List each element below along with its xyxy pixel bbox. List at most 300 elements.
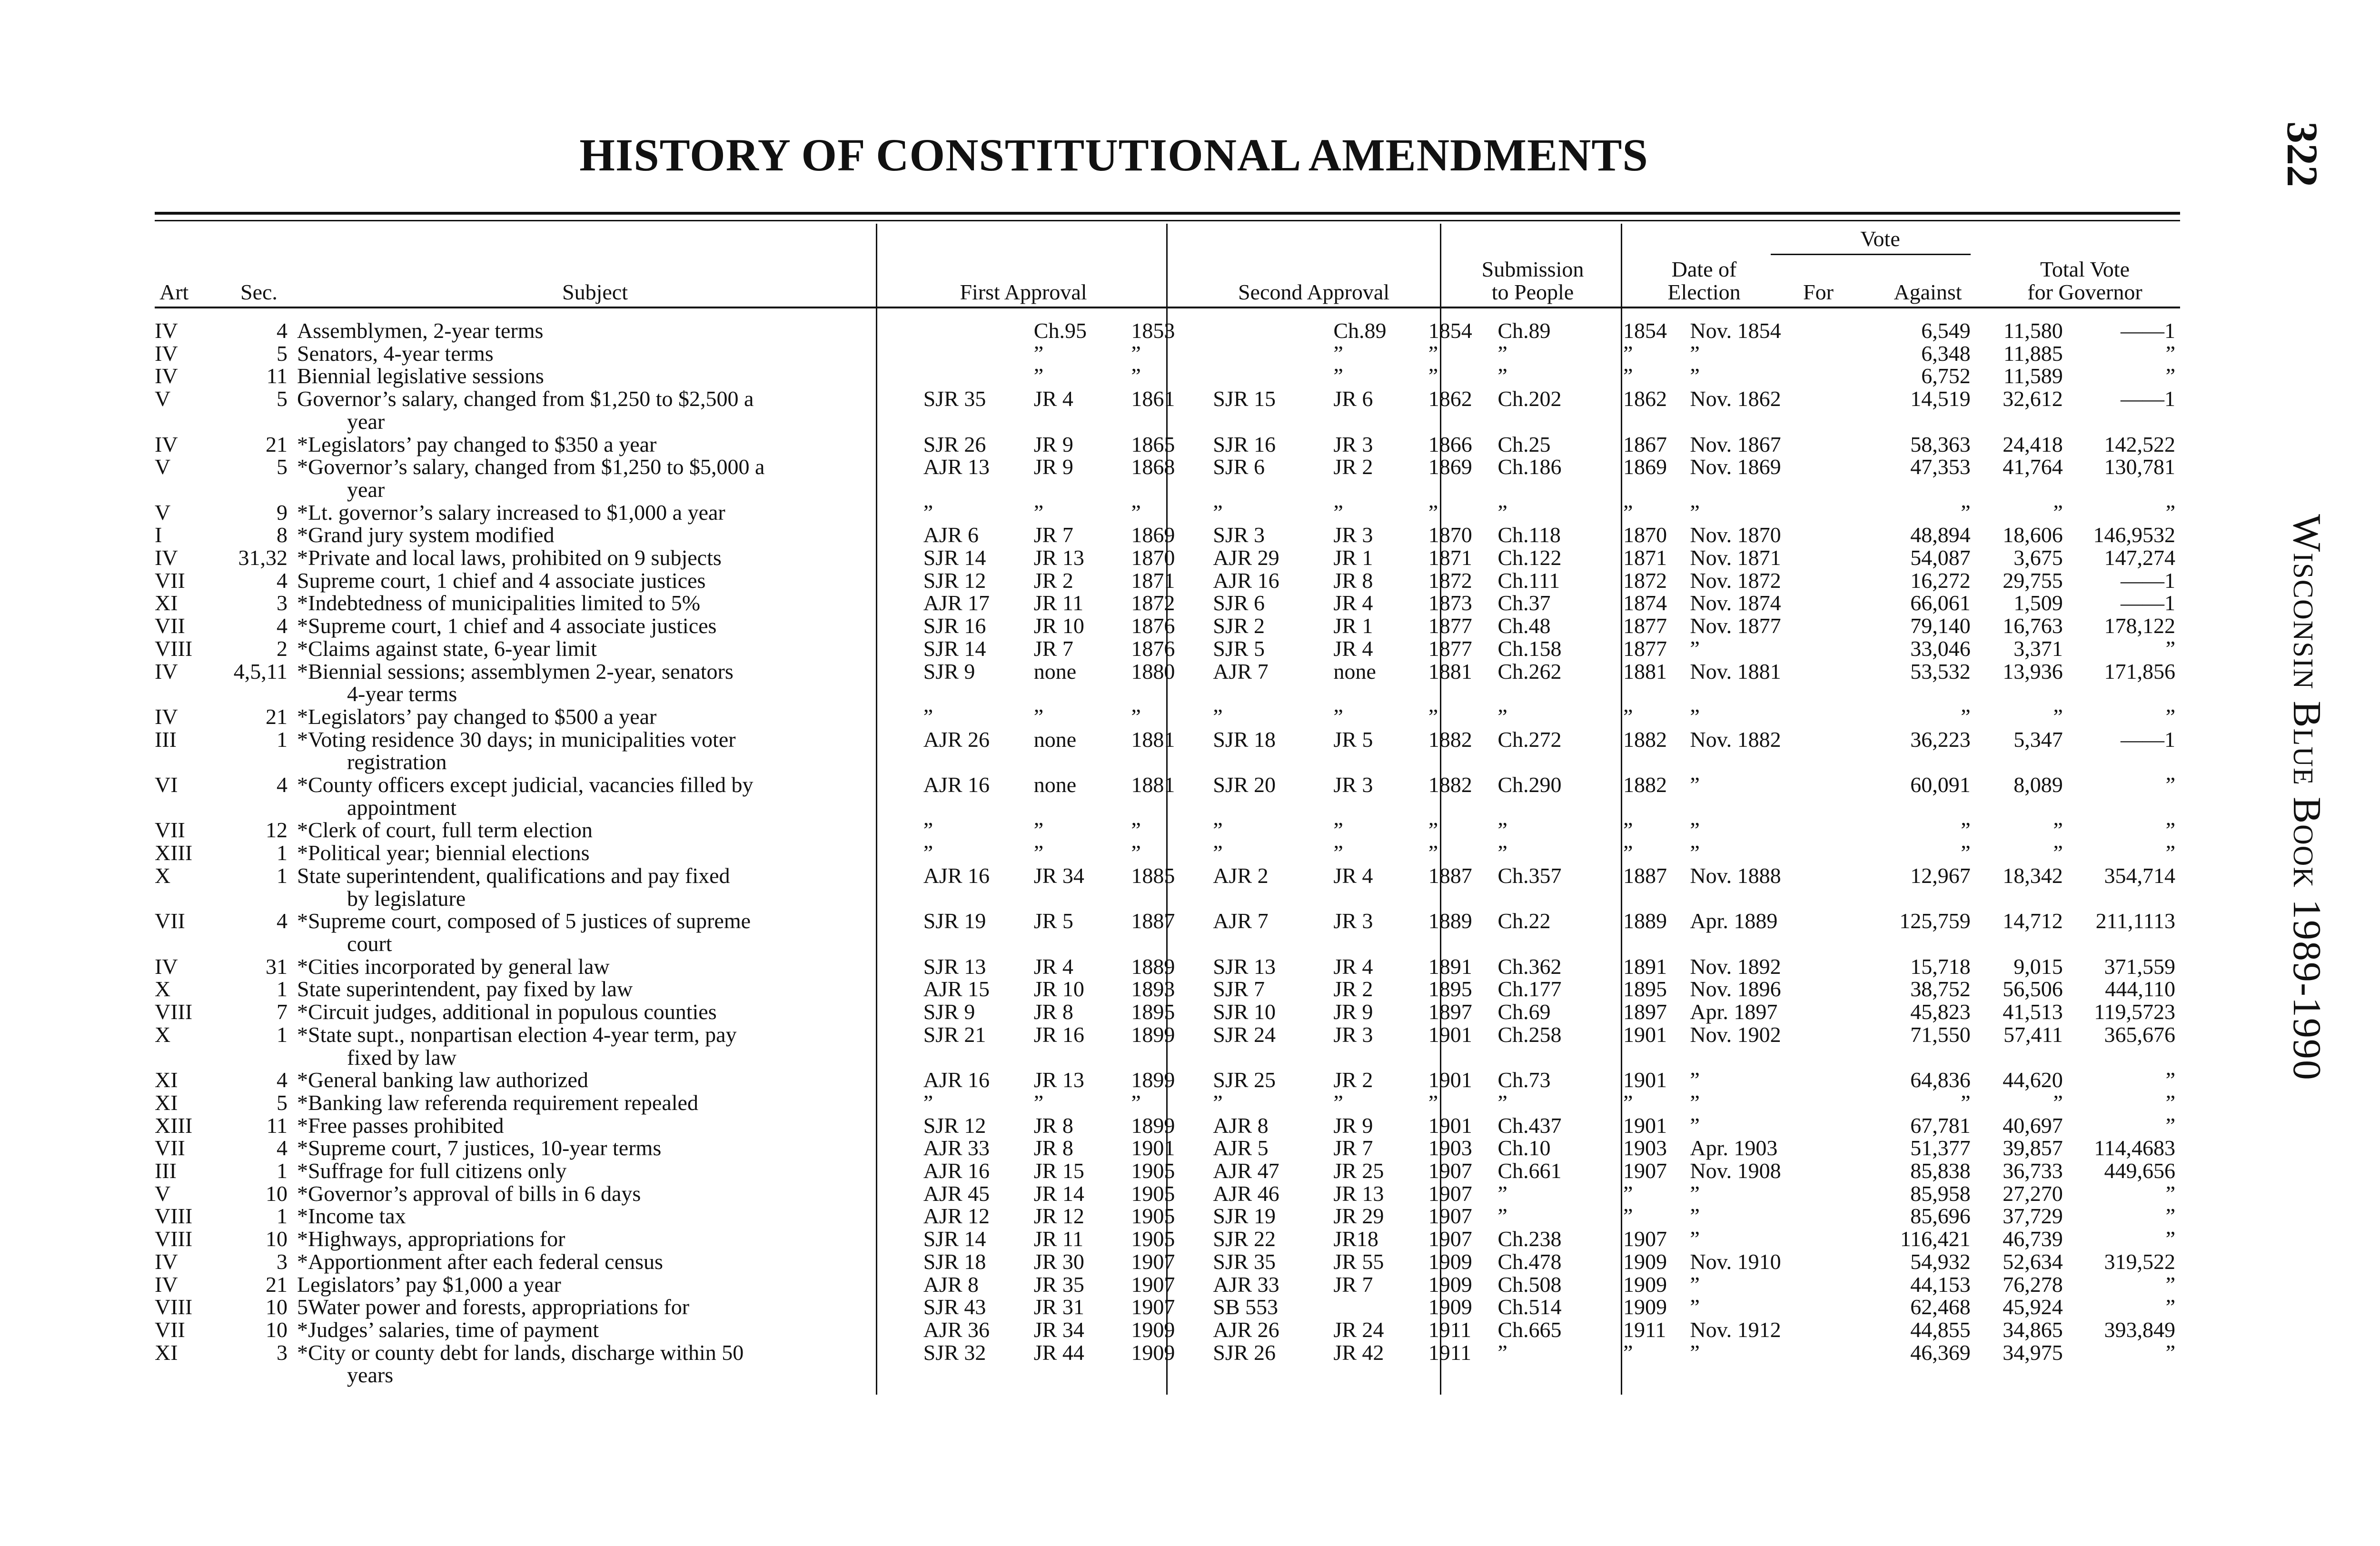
row-second-jr: JR 4	[1333, 636, 1373, 661]
row-second-jr: JR 2	[1333, 977, 1373, 1001]
row-second-jr: JR 3	[1333, 909, 1373, 933]
row-submission-year: 1877	[1623, 614, 1667, 638]
row-first-resolution: AJR 16	[923, 1159, 990, 1183]
row-submission-year: ”	[1623, 1340, 1633, 1365]
row-total-vote: 142,522	[2104, 432, 2175, 456]
header-date-2: Election	[1667, 280, 1741, 304]
row-election-date: ”	[1690, 818, 1700, 842]
row-total-vote: ——1	[2121, 591, 2175, 615]
row-second-jr: JR 7	[1333, 1136, 1373, 1160]
row-subject-text: *Income tax	[297, 1204, 406, 1229]
row-art: VII	[155, 818, 185, 842]
row-total-vote: 211,1113	[2095, 909, 2175, 933]
row-vote-against: 41,513	[2003, 1000, 2063, 1024]
row-second-jr: JR 24	[1333, 1317, 1384, 1342]
row-vote-against: 34,865	[2003, 1317, 2063, 1342]
row-vote-for: 60,091	[1910, 773, 1971, 797]
row-second-year: 1871	[1428, 545, 1472, 570]
row-first-resolution: SJR 12	[923, 568, 986, 593]
row-subject	[297, 387, 912, 433]
row-second-resolution: SJR 3	[1213, 523, 1265, 547]
row-election-date: Nov. 1854	[1690, 318, 1781, 343]
row-subject	[297, 1273, 912, 1296]
row-vote-against: ”	[2053, 704, 2063, 729]
row-sec: 10	[266, 1317, 288, 1342]
row-submission-year: 1869	[1623, 455, 1667, 479]
row-subject-continued: appointment	[347, 795, 457, 820]
row-art: IV	[155, 704, 178, 729]
row-vote-for: 53,532	[1910, 659, 1971, 684]
row-art: IV	[155, 318, 178, 343]
row-subject	[297, 728, 912, 773]
row-subject	[297, 1318, 912, 1341]
row-submission-year: 1882	[1623, 773, 1667, 797]
row-vote-for: 38,752	[1910, 977, 1971, 1001]
row-art: VIII	[155, 1204, 193, 1229]
row-second-year: 1873	[1428, 591, 1472, 615]
header-total-1: Total Vote	[2040, 257, 2130, 281]
row-election-date: ”	[1690, 1204, 1700, 1229]
row-submission-year: ”	[1623, 818, 1633, 842]
row-election-date: Nov. 1872	[1690, 568, 1781, 593]
row-art: VII	[155, 1317, 185, 1342]
row-art: IV	[155, 432, 178, 456]
row-vote-for: 45,823	[1910, 1000, 1971, 1024]
row-first-jr: JR 4	[1033, 954, 1073, 979]
row-subject-text: *Clerk of court, full term election	[297, 818, 593, 842]
row-subject-text: *Apportionment after each federal census	[297, 1249, 663, 1274]
row-vote-for: ”	[1961, 704, 1971, 729]
row-second-jr: JR 4	[1333, 863, 1373, 888]
row-second-year: 1903	[1428, 1136, 1472, 1160]
row-subject	[297, 1023, 912, 1069]
row-submission-year: ”	[1623, 1090, 1633, 1115]
row-subject-text: *Legislators’ pay changed to $350 a year	[297, 432, 657, 456]
row-total-vote: ”	[2165, 1272, 2175, 1297]
row-vote-against: 76,278	[2003, 1272, 2063, 1297]
row-first-year: 1899	[1131, 1113, 1175, 1138]
row-submission-chapter: Ch.122	[1497, 545, 1562, 570]
row-election-date: Nov. 1871	[1690, 545, 1781, 570]
row-submission-chapter: Ch.514	[1497, 1295, 1562, 1319]
row-second-resolution: AJR 47	[1213, 1159, 1279, 1183]
row-subject	[297, 614, 912, 637]
row-first-jr: JR 16	[1033, 1022, 1084, 1047]
row-sec: 21	[266, 432, 288, 456]
table-row	[155, 456, 2180, 501]
row-total-vote: 178,122	[2104, 614, 2175, 638]
row-submission-chapter: Ch.118	[1497, 523, 1561, 547]
row-second-jr	[1333, 1296, 1428, 1318]
row-election-date: Nov. 1881	[1690, 659, 1781, 684]
row-second-resolution: ”	[1213, 500, 1223, 525]
row-first-jr: JR 8	[1033, 1000, 1073, 1024]
row-election-date: ”	[1690, 704, 1700, 729]
row-first-resolution: AJR 16	[923, 863, 990, 888]
row-submission-chapter: Ch.10	[1497, 1136, 1551, 1160]
row-election-date: ”	[1690, 841, 1700, 865]
top-rule-thick	[155, 212, 2180, 215]
row-first-year: 1871	[1131, 568, 1175, 593]
row-sec: 4	[277, 1136, 288, 1160]
row-subject-continued: year	[347, 409, 385, 434]
row-first-resolution: AJR 26	[923, 727, 990, 752]
row-second-year: 1882	[1428, 773, 1472, 797]
row-submission-year: 1882	[1623, 727, 1667, 752]
row-subject	[297, 1341, 912, 1387]
row-second-jr: JR 5	[1333, 727, 1373, 752]
row-total-vote: ”	[2165, 1227, 2175, 1251]
row-submission-chapter: Ch.186	[1497, 455, 1562, 479]
row-first-resolution: SJR 14	[923, 636, 986, 661]
row-submission-chapter: Ch.238	[1497, 1227, 1562, 1251]
row-sec: 8	[277, 523, 288, 547]
row-submission-chapter: Ch.37	[1497, 591, 1551, 615]
row-total-vote: ”	[2165, 704, 2175, 729]
row-second-year: 1911	[1428, 1340, 1471, 1365]
row-subject	[297, 1205, 912, 1228]
row-submission-chapter: Ch.202	[1497, 386, 1562, 411]
row-art: V	[155, 386, 171, 411]
row-submission-chapter: Ch.22	[1497, 909, 1551, 933]
row-vote-for: 48,894	[1910, 523, 1971, 547]
row-subject	[297, 1250, 912, 1273]
table-row	[155, 546, 2180, 569]
row-first-resolution: ”	[923, 500, 933, 525]
row-sec: 5	[277, 455, 288, 479]
row-second-resolution: SJR 7	[1213, 977, 1265, 1001]
row-first-year: 1899	[1131, 1022, 1175, 1047]
row-sec: 10	[266, 1181, 288, 1206]
row-vote-against: 13,936	[2003, 659, 2063, 684]
row-second-resolution: ”	[1213, 841, 1223, 865]
row-subject-text: *Grand jury system modified	[297, 523, 555, 547]
row-second-year: ”	[1428, 704, 1438, 729]
row-submission-year: ”	[1623, 704, 1633, 729]
row-sec: 1	[277, 841, 288, 865]
row-submission-year: 1907	[1623, 1227, 1667, 1251]
row-sec: 9	[277, 500, 288, 525]
row-second-resolution: SJR 10	[1213, 1000, 1276, 1024]
table-row	[155, 433, 2180, 456]
row-art: VII	[155, 568, 185, 593]
row-vote-against: 5,347	[2013, 727, 2063, 752]
row-art: IV	[155, 545, 178, 570]
row-vote-for: 85,958	[1910, 1181, 1971, 1206]
row-subject-continued: 4-year terms	[347, 682, 457, 706]
header-vote: Vote	[1860, 227, 1900, 251]
row-first-resolution: AJR 45	[923, 1181, 990, 1206]
row-election-date: Apr. 1903	[1690, 1136, 1778, 1160]
row-subject	[297, 660, 912, 705]
row-first-resolution: AJR 16	[923, 773, 990, 797]
row-vote-against: 46,739	[2003, 1227, 2063, 1251]
row-vote-against: 27,270	[2003, 1181, 2063, 1206]
row-second-jr: ”	[1333, 704, 1343, 729]
row-second-resolution: SJR 25	[1213, 1068, 1276, 1092]
row-first-jr: JR 34	[1033, 863, 1084, 888]
row-total-vote: 444,110	[2105, 977, 2175, 1001]
row-first-jr: JR 5	[1033, 909, 1073, 933]
row-first-resolution: AJR 13	[923, 455, 990, 479]
row-second-resolution: SJR 24	[1213, 1022, 1276, 1047]
table-row	[155, 705, 2180, 728]
row-subject-text: *Voting residence 30 days; in municipalities voter	[297, 727, 736, 752]
row-submission-year: ”	[1623, 364, 1633, 388]
row-subject-text: *Biennial sessions; assemblymen 2-year, senators	[297, 659, 734, 684]
row-submission-chapter: Ch.661	[1497, 1159, 1562, 1183]
row-subject-text: *Supreme court, 1 chief and 4 associate justices	[297, 614, 717, 638]
row-election-date: ”	[1690, 773, 1700, 797]
row-first-jr: JR 8	[1033, 1136, 1073, 1160]
row-subject-text: *Political year; biennial elections	[297, 841, 590, 865]
row-first-resolution: SJR 9	[923, 659, 975, 684]
table-row	[155, 955, 2180, 978]
row-first-jr: JR 9	[1033, 455, 1073, 479]
row-second-resolution: AJR 26	[1213, 1317, 1279, 1342]
row-second-jr: JR 3	[1333, 773, 1373, 797]
row-first-resolution: AJR 17	[923, 591, 990, 615]
row-first-jr: ”	[1033, 341, 1044, 366]
row-vote-for: ”	[1961, 500, 1971, 525]
table-row	[155, 864, 2180, 910]
table-row	[155, 773, 2180, 819]
row-vote-for: 58,363	[1910, 432, 1971, 456]
header-submission-1: Submission	[1481, 257, 1584, 281]
row-submission-year: 1870	[1623, 523, 1667, 547]
row-submission-year: 1889	[1623, 909, 1667, 933]
row-sec: 4	[277, 568, 288, 593]
row-first-resolution: SJR 26	[923, 432, 986, 456]
row-second-jr: JR 9	[1333, 1000, 1373, 1024]
row-second-year: 1901	[1428, 1068, 1472, 1092]
row-vote-for: 47,353	[1910, 455, 1971, 479]
row-second-year: 1909	[1428, 1249, 1472, 1274]
row-first-resolution: SJR 13	[923, 954, 986, 979]
row-first-resolution: ”	[923, 818, 933, 842]
row-total-vote: 130,781	[2104, 455, 2175, 479]
row-vote-against: 16,763	[2003, 614, 2063, 638]
row-submission-year: ”	[1623, 341, 1633, 366]
row-art: IV	[155, 954, 178, 979]
row-vote-against: 11,885	[2003, 341, 2063, 366]
row-subject-text: *Judges’ salaries, time of payment	[297, 1317, 599, 1342]
row-submission-chapter: Ch.89	[1497, 318, 1551, 343]
row-first-year: ”	[1131, 364, 1141, 388]
row-art: III	[155, 727, 177, 752]
row-first-jr: JR 44	[1033, 1340, 1084, 1365]
row-vote-against: 32,612	[2003, 386, 2063, 411]
row-election-date: ”	[1690, 1068, 1700, 1092]
row-art: IV	[155, 341, 178, 366]
row-submission-chapter: Ch.357	[1497, 863, 1562, 888]
row-first-jr: ”	[1033, 704, 1044, 729]
row-vote-against: 9,015	[2013, 954, 2063, 979]
row-second-year: 1911	[1428, 1317, 1471, 1342]
table-row	[155, 978, 2180, 1001]
row-second-resolution: SJR 15	[1213, 386, 1276, 411]
row-submission-chapter: Ch.69	[1497, 1000, 1551, 1024]
row-subject-text: *Claims against state, 6-year limit	[297, 636, 597, 661]
row-second-resolution: AJR 46	[1213, 1181, 1279, 1206]
row-art: V	[155, 1181, 171, 1206]
table-row	[155, 1182, 2180, 1205]
row-first-resolution: SJR 12	[923, 1113, 986, 1138]
row-total-vote: ——1	[2121, 386, 2175, 411]
row-second-jr: JR 6	[1333, 386, 1373, 411]
row-sec: 2	[277, 636, 288, 661]
row-second-year: 1895	[1428, 977, 1472, 1001]
row-art: X	[155, 1022, 171, 1047]
row-second-resolution	[1201, 319, 1333, 342]
row-art: X	[155, 863, 171, 888]
row-total-vote: 365,676	[2104, 1022, 2175, 1047]
row-second-jr: ”	[1333, 841, 1343, 865]
table-row	[155, 342, 2180, 365]
row-second-jr: ”	[1333, 364, 1343, 388]
row-first-jr: none	[1033, 659, 1077, 684]
row-vote-for: 67,781	[1910, 1113, 1971, 1138]
header-second-approval: Second Approval	[1238, 280, 1390, 304]
row-second-jr: JR 1	[1333, 614, 1373, 638]
row-subject-continued: year	[347, 477, 385, 502]
row-election-date: Nov. 1867	[1690, 432, 1781, 456]
row-total-vote: ”	[2165, 1204, 2175, 1229]
row-first-year: ”	[1131, 1090, 1141, 1115]
row-sec: 31	[266, 954, 288, 979]
row-first-year: 1905	[1131, 1227, 1175, 1251]
row-total-vote: ”	[2165, 818, 2175, 842]
table-row	[155, 592, 2180, 614]
row-second-year: 1877	[1428, 614, 1472, 638]
row-election-date: Nov. 1910	[1690, 1249, 1781, 1274]
row-second-year: 1891	[1428, 954, 1472, 979]
row-sec: 4	[277, 909, 288, 933]
row-election-date: Nov. 1908	[1690, 1159, 1781, 1183]
row-vote-against: 24,418	[2003, 432, 2063, 456]
row-sec: 4	[277, 773, 288, 797]
table-row	[155, 842, 2180, 864]
row-vote-for: 6,752	[1921, 364, 1971, 388]
row-art: XI	[155, 1340, 178, 1365]
row-submission-chapter: ”	[1497, 1204, 1507, 1229]
row-art: IV	[155, 1249, 178, 1274]
header-art: Art	[159, 280, 189, 304]
row-vote-for: 66,061	[1910, 591, 1971, 615]
row-first-resolution: AJR 36	[923, 1317, 990, 1342]
row-art: VI	[155, 773, 178, 797]
row-second-resolution: ”	[1213, 704, 1223, 729]
row-second-jr: JR 3	[1333, 1022, 1373, 1047]
row-election-date: ”	[1690, 364, 1700, 388]
row-first-jr: JR 7	[1033, 636, 1073, 661]
row-subject	[297, 1001, 912, 1023]
row-first-jr: JR 13	[1033, 545, 1084, 570]
row-subject	[297, 433, 912, 456]
row-election-date: ”	[1690, 1295, 1700, 1319]
row-election-date: Nov. 1877	[1690, 614, 1781, 638]
row-vote-for: ”	[1961, 818, 1971, 842]
row-second-resolution: SJR 6	[1213, 455, 1265, 479]
row-first-resolution: SJR 43	[923, 1295, 986, 1319]
table-row	[155, 728, 2180, 773]
row-sec: 5	[277, 1090, 288, 1115]
page-number	[2256, 109, 2351, 205]
row-sec: 12	[266, 818, 288, 842]
running-head-text: Wisconsin Blue Book 1989-1990	[2285, 514, 2329, 1081]
row-subject	[297, 819, 912, 842]
row-subject	[297, 1091, 912, 1114]
row-second-year: 1901	[1428, 1022, 1472, 1047]
row-vote-for: 15,718	[1910, 954, 1971, 979]
row-election-date: Nov. 1869	[1690, 455, 1781, 479]
row-first-year: 1909	[1131, 1340, 1175, 1365]
row-submission-year: 1881	[1623, 659, 1667, 684]
row-submission-chapter: ”	[1497, 500, 1507, 525]
row-second-year: 1901	[1428, 1113, 1472, 1138]
row-second-jr: ”	[1333, 500, 1343, 525]
row-submission-chapter: ”	[1497, 1090, 1507, 1115]
row-subject	[297, 955, 912, 978]
header-against: Against	[1894, 280, 1962, 304]
row-vote-for: 85,838	[1910, 1159, 1971, 1183]
row-first-jr: JR 12	[1033, 1204, 1084, 1229]
row-first-year: 1893	[1131, 977, 1175, 1001]
row-subject	[297, 569, 912, 592]
row-second-resolution: AJR 2	[1213, 863, 1269, 888]
row-first-jr: JR 11	[1033, 591, 1084, 615]
row-subject-continued: fixed by law	[347, 1045, 456, 1070]
row-election-date: ”	[1690, 1340, 1700, 1365]
row-election-date: Nov. 1902	[1690, 1022, 1781, 1047]
row-first-jr: JR 10	[1033, 614, 1084, 638]
row-submission-year: 1909	[1623, 1295, 1667, 1319]
row-vote-against: 3,371	[2013, 636, 2063, 661]
row-first-year: ”	[1131, 841, 1141, 865]
row-first-year: 1901	[1131, 1136, 1175, 1160]
row-submission-year: 1909	[1623, 1249, 1667, 1274]
row-vote-against: 52,634	[2003, 1249, 2063, 1274]
row-subject-text: Governor’s salary, changed from $1,250 to $2,500 a	[297, 386, 754, 411]
row-second-resolution: AJR 7	[1213, 659, 1269, 684]
row-subject	[297, 842, 912, 864]
table-row	[155, 524, 2180, 546]
row-first-year: 1876	[1131, 636, 1175, 661]
row-submission-chapter: Ch.48	[1497, 614, 1551, 638]
row-second-resolution: ”	[1213, 818, 1223, 842]
row-vote-for: 79,140	[1910, 614, 1971, 638]
row-sec: 1	[277, 863, 288, 888]
row-subject-text: *Free passes prohibited	[297, 1113, 504, 1138]
row-first-year: 1881	[1131, 773, 1175, 797]
row-submission-chapter: Ch.262	[1497, 659, 1562, 684]
row-first-year: 1889	[1131, 954, 1175, 979]
row-submission-chapter: Ch.437	[1497, 1113, 1562, 1138]
row-second-year: ”	[1428, 500, 1438, 525]
row-submission-year: 1854	[1623, 318, 1667, 343]
table-row	[155, 1205, 2180, 1228]
row-vote-against: 56,506	[2003, 977, 2063, 1001]
row-total-vote: 171,856	[2104, 659, 2175, 684]
row-submission-year: 1887	[1623, 863, 1667, 888]
row-vote-for: 46,369	[1910, 1340, 1971, 1365]
row-second-year: 1909	[1428, 1295, 1472, 1319]
row-second-resolution: SJR 13	[1213, 954, 1276, 979]
vote-underline	[1771, 254, 1971, 255]
row-second-resolution: SJR 5	[1213, 636, 1265, 661]
row-submission-year: 1903	[1623, 1136, 1667, 1160]
row-total-vote: ——1	[2121, 568, 2175, 593]
